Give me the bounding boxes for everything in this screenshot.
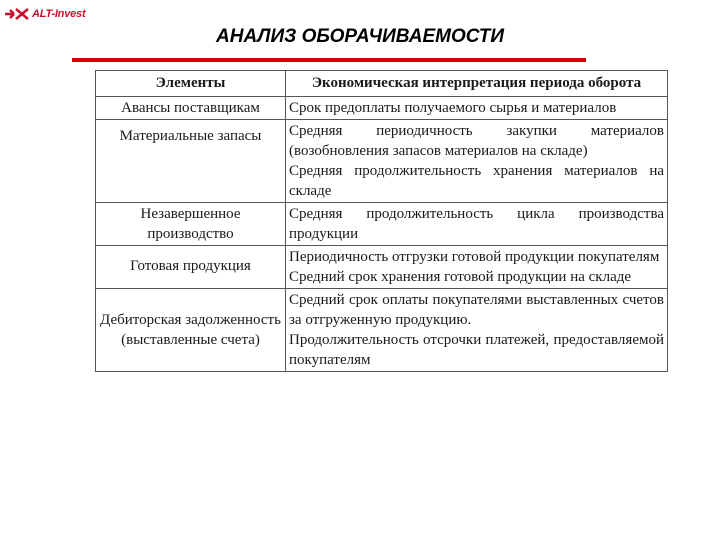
title-underline xyxy=(72,58,586,62)
table-row xyxy=(96,246,668,289)
logo-text: ALT-Invest xyxy=(32,8,86,20)
page-title: АНАЛИЗ ОБОРАЧИВАЕМОСТИ xyxy=(216,26,504,47)
table-row xyxy=(96,120,668,203)
element-cell: Готовая продукция xyxy=(96,246,286,289)
desc-line: Средний срок хранения готовой продукции на складе xyxy=(289,269,632,285)
desc-cell xyxy=(286,120,668,203)
header-interpretation: Экономическая интерпретация периода оборота xyxy=(286,71,668,97)
desc-cell xyxy=(286,289,668,372)
logo xyxy=(4,5,85,23)
element-cell: Незавершенное производство xyxy=(96,203,286,246)
turnover-table xyxy=(95,70,668,498)
table-header-row xyxy=(96,71,668,97)
desc-line: Средняя периодичность закупки материалов (возобновления запасов материалов на складе) xyxy=(289,123,664,159)
desc-cell xyxy=(286,246,668,289)
element-cell: Авансы поставщикам xyxy=(96,97,286,120)
desc-line: Средняя продолжительность цикла производства продукции xyxy=(289,206,664,242)
header-elements: Элементы xyxy=(96,71,286,97)
desc-cell xyxy=(286,97,668,120)
alt-invest-logo-icon xyxy=(4,7,30,21)
desc-cell xyxy=(286,203,668,246)
desc-line: Периодичность отгрузки готовой продукции покупателям xyxy=(289,249,660,265)
desc-line: Срок предоплаты получаемого сырья и материалов xyxy=(289,100,617,116)
desc-line: Средняя продолжительность хранения материалов на складе xyxy=(289,163,664,199)
desc-line: Средний срок оплаты покупателями выставленных счетов за отгруженную продукцию. xyxy=(289,292,664,328)
table-row xyxy=(96,97,668,120)
element-cell: Материальные запасы xyxy=(96,120,286,203)
desc-line: Продолжительность отсрочки платежей, предоставляемой покупателям xyxy=(289,332,664,368)
element-cell: Дебиторская задолженность (выставленные счета) xyxy=(96,289,286,372)
table-row xyxy=(96,203,668,246)
table-row xyxy=(96,289,668,372)
